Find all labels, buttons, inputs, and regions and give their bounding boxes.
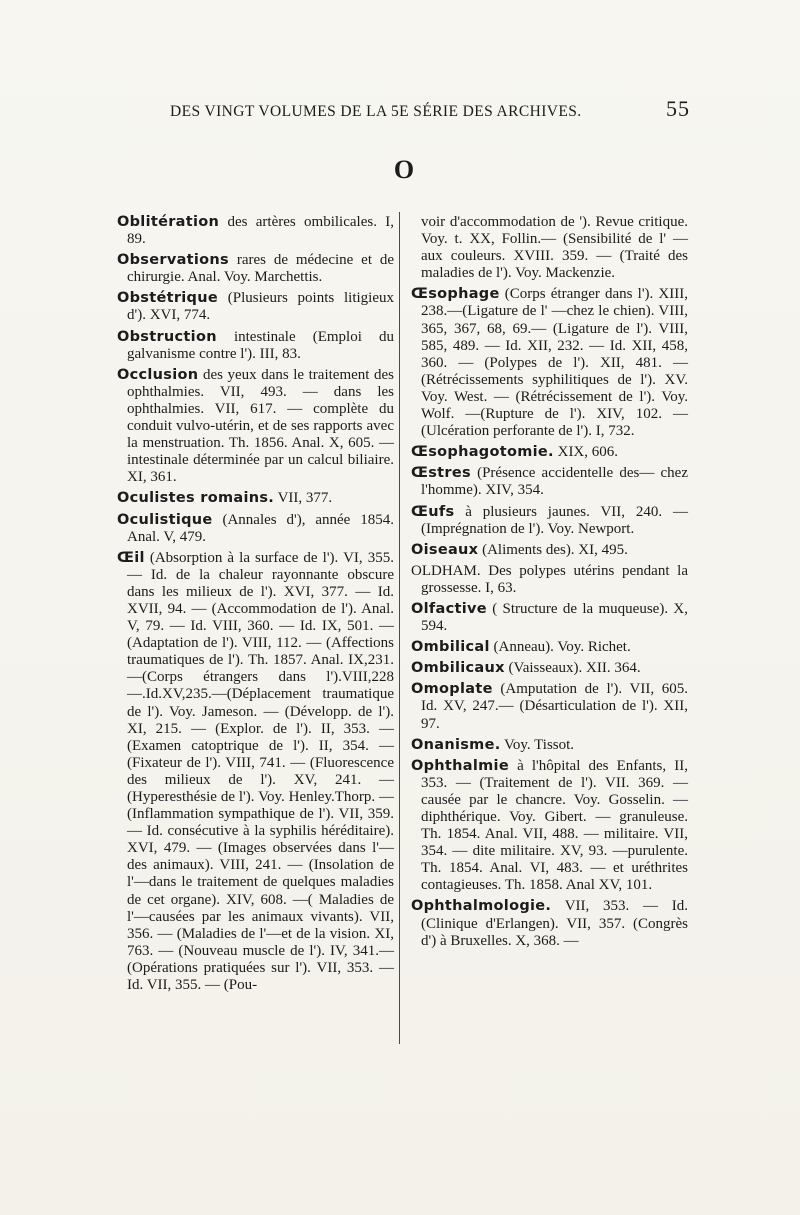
index-entry [117, 550, 394, 994]
entry-headword: Œil [117, 549, 145, 566]
entry-headword: Ombilical [411, 639, 490, 656]
entry-text: (Amputation de l'). VII, 605. Id. XV, 247.— (Désarticulation de l'). XII, 97. [421, 681, 688, 732]
column-divider [399, 212, 400, 1044]
entry-text: VII, 377. [274, 490, 333, 507]
entry-text: Voy. Tissot. [500, 736, 575, 753]
entry-text: à l'hôpital des Enfants, II, 353. — (Traitement de l'). VII. 369. — causée par le chancre. Voy. Gosselin. — diphthérique. Voy. Gibert. — granuleuse. Th. 1854. Anal. VII, 488. — militaire. VII, 354. — dite militaire. XV, 93. —purulente. Th. 1854. Anal. VI, 483. — et uréthrites contagieuses. Th. 1858. Anal XV, 101. [421, 757, 688, 894]
entry-headword: Œstres [411, 465, 471, 482]
entry-headword: Olfactive [411, 600, 487, 617]
right-column [411, 214, 688, 954]
entry-headword: Oiseaux [411, 541, 479, 558]
entry-text: OLDHAM. Des polypes utérins pendant la grossesse. I, 63. [411, 562, 688, 596]
index-entry [411, 504, 688, 538]
entry-headword: Obstétrique [117, 290, 218, 307]
index-entry [117, 329, 394, 363]
entry-headword: Observations [117, 252, 229, 269]
entry-headword: Oculistes romains. [117, 490, 275, 507]
entry-headword: Obstruction [117, 328, 217, 345]
entry-text: (Plusieurs points litigieux d'). XVI, 774. [127, 290, 394, 324]
entry-text: ( Structure de la muqueuse). X, 594. [421, 600, 688, 635]
entry-headword: Oblitération [117, 214, 220, 230]
entry-text: (Absorption à la surface de l'). VI, 355. — Id. de la chaleur rayonnante obscure dans les milieux de l'). XVI, 377. — Id. XVII, 94. — (Accommodation de l'). Anal. V, 79. — Id. VIII, 360. — Id. IX, 501. — (Adaptation de l'). VIII, 112. — (Affections traumatiques de l'). Th. 1857. Anal. IX,231.—(Corps étrangers dans l').VIII,228—.Id.XV,235.—(Déplacement traumatique de l'). Voy. Jameson. — (Développ. de l'). XI, 215. — (Explor. de l'). II, 353. — (Examen catoptrique de l'). II, 354. — (Fixateur de l'). VIII, 741. — (Fluorescence des milieux de l'). XV, 241. — (Hyperesthésie de l'). Voy. Henley.Thorp. — (Inflammation sympathique de l'). VII, 359. — Id. consécutive à la syphilis héréditaire). XVI, 479. — (Images observées dans l'— des animaux). VIII, 241. — (Insolation de l'—dans le traitement de quelques maladies de cet organe). XIV, 608. —( Maladies de l'—causées par les animaux vivants). VII, 356. — (Maladies de l'—et de la vision. XI, 763. — (Nouveau muscle de l'). IV, 341.— (Opérations pratiquées sur l'). VII, 353. — Id. VII, 355. — (Pou- [127, 549, 394, 994]
entry-text: rares de médecine et de chirurgie. Anal. Voy. Marchettis. [127, 252, 394, 286]
entry-headword: Onanisme. [411, 736, 501, 753]
entry-text: des artères ombilicales. I, 89. [127, 214, 394, 248]
running-header [170, 96, 690, 122]
entry-headword: Occlusion [117, 366, 199, 383]
index-entry [117, 367, 394, 487]
index-entry [411, 737, 688, 754]
index-entry-continued [411, 214, 688, 282]
index-entry [411, 898, 688, 949]
index-entry [411, 286, 688, 440]
entry-text: (Présence accidentelle des— chez l'homme). XIV, 354. [421, 465, 688, 499]
index-entry [411, 681, 688, 732]
entry-text: (Aliments des). XI, 495. [478, 541, 628, 558]
entry-text: (Annales d'), année 1854. Anal. V, 479. [127, 511, 394, 545]
entry-text: des yeux dans le traitement des ophthalmies. VII, 493. — dans les ophthalmies. VII, 617. — complète du conduit vulvo-utérin, et de ses rapports avec la menstruation. Th. 1856. Anal. X, 605. — intestinale déterminée par un calcul biliaire. XI, 361. [127, 366, 394, 486]
entry-headword: Ophthalmologie. [411, 898, 552, 915]
entry-headword: Ophthalmie [411, 757, 509, 774]
entry-headword: Œufs [411, 503, 455, 520]
entry-text: voir d'accommodation de '). Revue critique. Voy. t. XX, Follin.— (Sensibilité de l' — aux couleurs. XVIII. 359. — (Traité des maladies de l'). Voy. Mackenzie. [421, 214, 688, 282]
entry-headword: Omoplate [411, 681, 493, 698]
index-entry [117, 490, 394, 507]
index-entry [411, 542, 688, 559]
index-entry [411, 563, 688, 597]
entry-headword: Œsophage [411, 286, 500, 303]
entry-text: (Corps étranger dans l'). XIII, 238.—(Ligature de l' —chez le chien). VIII, 365, 367, 68, 69.— (Ligature de l'). VIII, 585, 489. — Id. XII, 232. — Id. XII, 458, 360. — (Polypes de l'). XII, 481. — (Rétrécissements syphilitiques de l'). XV. Voy. West. — (Rétrécissement de l'). Voy. Wolf. —(Rupture de l'). XIV, 102. — (Ulcération perforante de l'). I, 732. [421, 286, 688, 440]
entry-text: à plusieurs jaunes. VII, 240. — (Imprégnation de l'). Voy. Newport. [421, 503, 688, 537]
index-entry [411, 601, 688, 635]
entry-text: (Anneau). Voy. Richet. [489, 639, 631, 656]
index-entry [117, 214, 394, 248]
page-number: 55 [666, 96, 690, 121]
entry-text: intestinale (Emploi du galvanisme contre l'). III, 83. [127, 328, 394, 362]
left-column [117, 214, 394, 998]
section-letter: O [393, 155, 415, 184]
index-entry [117, 512, 394, 546]
index-entry [411, 758, 688, 895]
header-title: DES VINGT VOLUMES DE LA 5E SÉRIE DES ARCHIVES. [170, 103, 582, 120]
entry-headword: Œsophagotomie. [411, 444, 554, 461]
index-entry [411, 660, 688, 677]
entry-text: VII, 353. — Id. (Clinique d'Erlangen). VII, 357. (Congrès d') à Bruxelles. X, 368. — [421, 898, 688, 949]
index-entry [117, 252, 394, 286]
entry-text: XIX, 606. [553, 444, 619, 461]
index-entry [411, 639, 688, 656]
entry-headword: Oculistique [117, 511, 213, 528]
index-entry [411, 444, 688, 461]
index-entry [411, 465, 688, 499]
index-entry [117, 290, 394, 324]
entry-headword: Ombilicaux [411, 660, 505, 677]
entry-text: (Vaisseaux). XII. 364. [504, 660, 641, 677]
